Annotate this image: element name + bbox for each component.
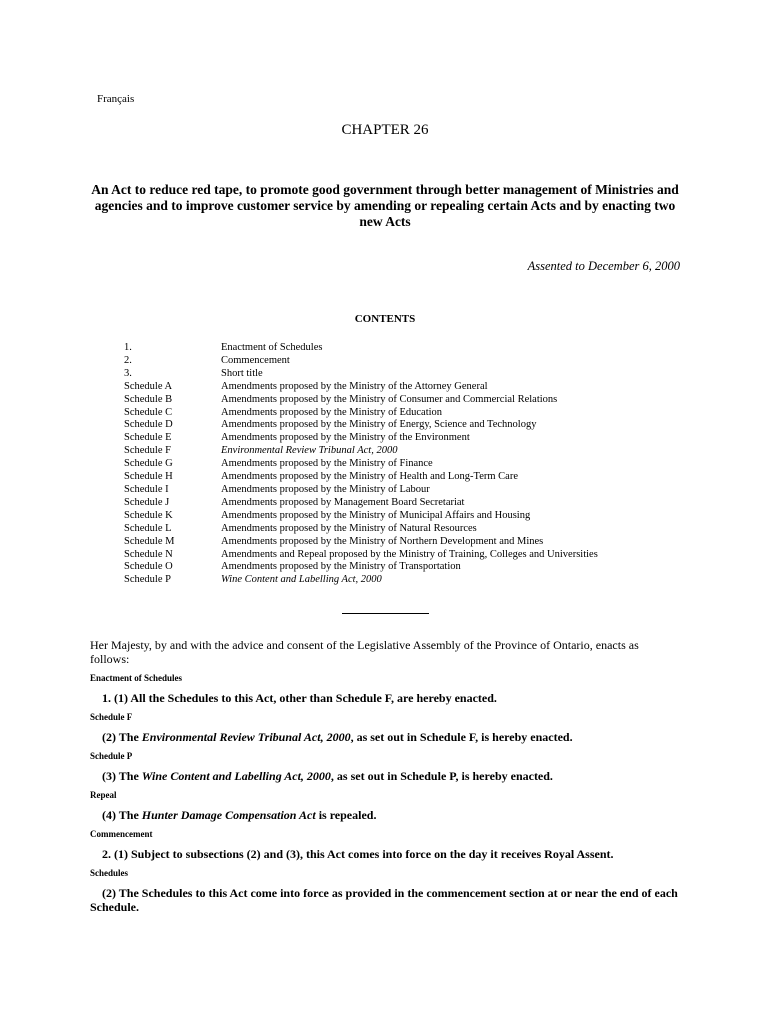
provision-text: 2. (1) Subject to subsections (2) and (3), this Act comes into force on the day it receives Royal Assent. bbox=[102, 847, 614, 861]
contents-row bbox=[124, 510, 598, 523]
contents-number: 1. bbox=[124, 342, 132, 353]
contents-row bbox=[124, 394, 598, 407]
contents-number: Schedule C bbox=[124, 406, 173, 418]
contents-row bbox=[124, 574, 598, 587]
contents-description: Amendments proposed by the Ministry of Municipal Affairs and Housing bbox=[221, 509, 531, 521]
contents-number: Schedule K bbox=[124, 509, 173, 521]
assent-date: Assented to December 6, 2000 bbox=[527, 259, 680, 273]
marginal-note: Commencement bbox=[90, 829, 153, 839]
act-name: Environmental Review Tribunal Act, 2000 bbox=[141, 730, 351, 744]
contents-row bbox=[124, 432, 598, 445]
contents-number: Schedule B bbox=[124, 393, 173, 405]
contents-description: Wine Content and Labelling Act, 2000 bbox=[221, 574, 382, 586]
contents-description: Short title bbox=[221, 367, 263, 379]
contents-description: Amendments proposed by the Ministry of the Attorney General bbox=[221, 380, 488, 392]
contents-description: Amendments proposed by the Ministry of Labour bbox=[221, 483, 430, 495]
contents-number: Schedule M bbox=[124, 535, 175, 547]
contents-row bbox=[124, 458, 598, 471]
contents-description: Amendments and Repeal proposed by the Ministry of Training, Colleges and Universities bbox=[221, 548, 598, 560]
contents-row bbox=[124, 471, 598, 484]
marginal-note: Schedule P bbox=[90, 751, 133, 761]
contents-number: Schedule A bbox=[124, 380, 173, 392]
contents-description: Amendments proposed by the Ministry of Finance bbox=[221, 458, 433, 470]
contents-number: Schedule D bbox=[124, 419, 173, 431]
separator-rule bbox=[342, 613, 429, 614]
contents-description: Amendments proposed by the Ministry of Transportation bbox=[221, 561, 461, 573]
contents-row bbox=[124, 536, 598, 549]
enacting-clause: Her Majesty, by and with the advice and consent of the Legislative Assembly of the Province of Ontario, enacts as follows: bbox=[90, 638, 639, 666]
provision-text: (4) The bbox=[102, 808, 142, 822]
provision bbox=[90, 847, 680, 861]
contents-number: Schedule N bbox=[124, 548, 173, 560]
contents-number: Schedule I bbox=[124, 483, 169, 495]
provision-text: , as set out in Schedule F, is hereby enacted. bbox=[350, 730, 573, 744]
contents-table bbox=[124, 342, 598, 587]
marginal-note: Repeal bbox=[90, 790, 117, 800]
act-body bbox=[90, 638, 680, 921]
contents-number: 2. bbox=[124, 354, 132, 366]
contents-row bbox=[124, 419, 598, 432]
contents-row bbox=[124, 342, 598, 355]
provision-text: , as set out in Schedule P, is hereby enacted. bbox=[330, 769, 553, 783]
contents-description: Amendments proposed by the Ministry of Natural Resources bbox=[221, 522, 477, 534]
contents-number: Schedule G bbox=[124, 458, 173, 470]
provision-text: (2) The Schedules to this Act come into force as provided in the commencement section at or near the end of each Schedule. bbox=[90, 886, 678, 914]
contents-row bbox=[124, 484, 598, 497]
provision-text: (3) The bbox=[102, 769, 142, 783]
contents-description: Amendments proposed by the Ministry of Health and Long-Term Care bbox=[221, 471, 518, 483]
contents-number: 3. bbox=[124, 367, 132, 379]
contents-number: Schedule F bbox=[124, 445, 171, 457]
provision bbox=[90, 691, 680, 705]
contents-row bbox=[124, 381, 598, 394]
contents-row bbox=[124, 355, 598, 368]
marginal-note: Enactment of Schedules bbox=[90, 673, 182, 683]
contents-row bbox=[124, 445, 598, 458]
contents-number: Schedule H bbox=[124, 471, 173, 483]
contents-number: Schedule E bbox=[124, 432, 172, 444]
marginal-note: Schedule F bbox=[90, 712, 133, 722]
contents-number: Schedule J bbox=[124, 496, 170, 508]
contents-number: Schedule L bbox=[124, 522, 172, 534]
francais-link[interactable]: Français bbox=[97, 93, 135, 105]
contents-row bbox=[124, 561, 598, 574]
contents-row bbox=[124, 497, 598, 510]
contents-description: Amendments proposed by the Ministry of Education bbox=[221, 406, 443, 418]
contents-description: Amendments proposed by the Ministry of Energy, Science and Technology bbox=[221, 419, 537, 431]
contents-heading: CONTENTS bbox=[354, 313, 416, 325]
provision bbox=[90, 886, 680, 914]
marginal-note: Schedules bbox=[90, 868, 129, 878]
contents-number: Schedule O bbox=[124, 561, 173, 573]
contents-description: Environmental Review Tribunal Act, 2000 bbox=[221, 445, 398, 457]
provision bbox=[90, 769, 680, 783]
contents-description: Amendments proposed by the Ministry of the Environment bbox=[221, 432, 470, 444]
provision-text: is repealed. bbox=[315, 808, 377, 822]
provision bbox=[90, 730, 680, 744]
provision-text: (2) The bbox=[102, 730, 142, 744]
sections bbox=[90, 673, 680, 914]
contents-description: Commencement bbox=[221, 354, 290, 366]
contents-description: Amendments proposed by the Ministry of Consumer and Commercial Relations bbox=[221, 393, 558, 405]
contents-row bbox=[124, 368, 598, 381]
contents-number: Schedule P bbox=[124, 574, 171, 586]
contents-row bbox=[124, 549, 598, 562]
provision-text: 1. (1) All the Schedules to this Act, other than Schedule F, are hereby enacted. bbox=[102, 691, 497, 705]
contents-description: Enactment of Schedules bbox=[221, 342, 323, 353]
act-name: Wine Content and Labelling Act, 2000 bbox=[141, 769, 331, 783]
contents-description: Amendments proposed by the Ministry of Northern Development and Mines bbox=[221, 535, 544, 547]
provision bbox=[90, 808, 680, 822]
contents-row bbox=[124, 407, 598, 420]
act-title: An Act to reduce red tape, to promote good government through better management of Ministries and agencies and to improve customer service by amending or repealing certain Acts and by enacting two new Acts bbox=[91, 182, 679, 229]
act-name: Hunter Damage Compensation Act bbox=[141, 808, 316, 822]
contents-row bbox=[124, 523, 598, 536]
contents-description: Amendments proposed by Management Board Secretariat bbox=[221, 496, 465, 508]
chapter-heading: CHAPTER 26 bbox=[341, 122, 429, 138]
